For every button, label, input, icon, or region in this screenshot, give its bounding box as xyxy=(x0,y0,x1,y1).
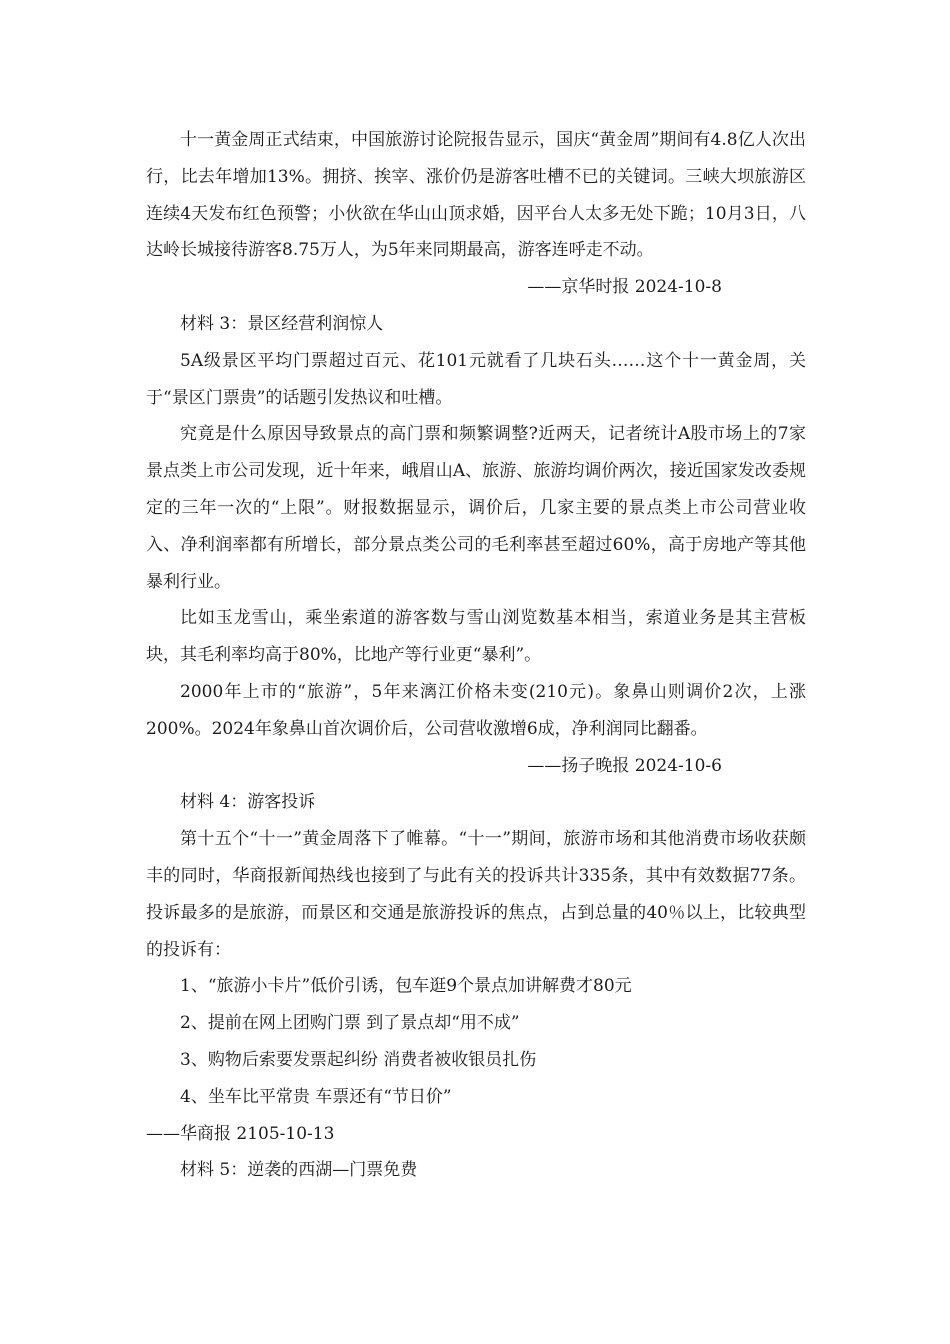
complaint-item-2: 2、提前在网上团购门票 到了景点却“用不成” xyxy=(180,1013,520,1034)
complaint-item-1: 1、“旅游小卡片”低价引诱，包车逛9个景点加讲解费才80元 xyxy=(180,976,632,997)
source-citation-1: ——京华时报 2024-10-8 xyxy=(527,277,722,298)
material-4-heading: 材料 4：游客投诉 xyxy=(180,792,316,813)
material-4-paragraph: 第十五个“十一”黄金周落下了帷幕。“十一”期间，旅游市场和其他消费市场收获颇丰的同时，华商报新闻热线也接到了与此有关的投诉共计335条，其中有效数据77条。投诉最多的是旅游，而景区和交通是旅游投诉的焦点，占到总量的40％以上，比较典型的投诉有： xyxy=(146,829,806,960)
material-3-paragraph-2: 究竟是什么原因导致景点的高门票和频繁调整?近两天，记者统计A股市场上的7家景点类上市公司发现，近十年来，峨眉山A、旅游、旅游均调价两次，接近国家发改委规定的三年一次的“上限”。财报数据显示，调价后，几家主要的景点类上市公司营业收入、净利润率都有所增长，部分景点类公司的毛利率甚至超过60%，高于房地产等其他暴利行业。 xyxy=(146,424,806,592)
material-3-source: ——扬子晚报 2024-10-6 xyxy=(527,755,722,776)
complaint-item-3: 3、购物后索要发票起纠纷 消费者被收银员扎伤 xyxy=(180,1049,537,1070)
document-body xyxy=(146,122,806,1189)
material-3-paragraph-1: 5A级景区平均门票超过百元、花101元就看了几块石头……这个十一黄金周，关于“景区门票贵”的话题引发热议和吐槽。 xyxy=(146,350,806,408)
complaint-item-4: 4、坐车比平常贵 车票还有“节日价” xyxy=(180,1086,452,1107)
material-3-paragraph-4: 2000年上市的“旅游”，5年来漓江价格未变(210元)。象鼻山则调价2次，上涨200%。2024年象鼻山首次调价后，公司营收激增6成，净利润同比翻番。 xyxy=(146,681,806,739)
material-5-heading: 材料 5：逆袭的西湖—门票免费 xyxy=(180,1160,418,1181)
intro-paragraph: 十一黄金周正式结束，中国旅游讨论院报告显示，国庆“黄金周”期间有4.8亿人次出行，比去年增加13%。拥挤、挨宰、涨价仍是游客吐槽不已的关键词。三峡大坝旅游区连续4天发布红色预警；小伙欲在华山山顶求婚，因平台人太多无处下跪；10月3日，八达岭长城接待游客8.75万人，为5年来同期最高，游客连呼走不动。 xyxy=(146,130,806,261)
material-4-source: ——华商报 2105-10-13 xyxy=(146,1123,335,1144)
material-3-heading: 材料 3：景区经营利润惊人 xyxy=(180,313,384,334)
material-3-paragraph-3: 比如玉龙雪山，乘坐索道的游客数与雪山浏览数基本相当，索道业务是其主营板块，其毛利率均高于80%，比地产等行业更“暴利”。 xyxy=(146,608,806,666)
